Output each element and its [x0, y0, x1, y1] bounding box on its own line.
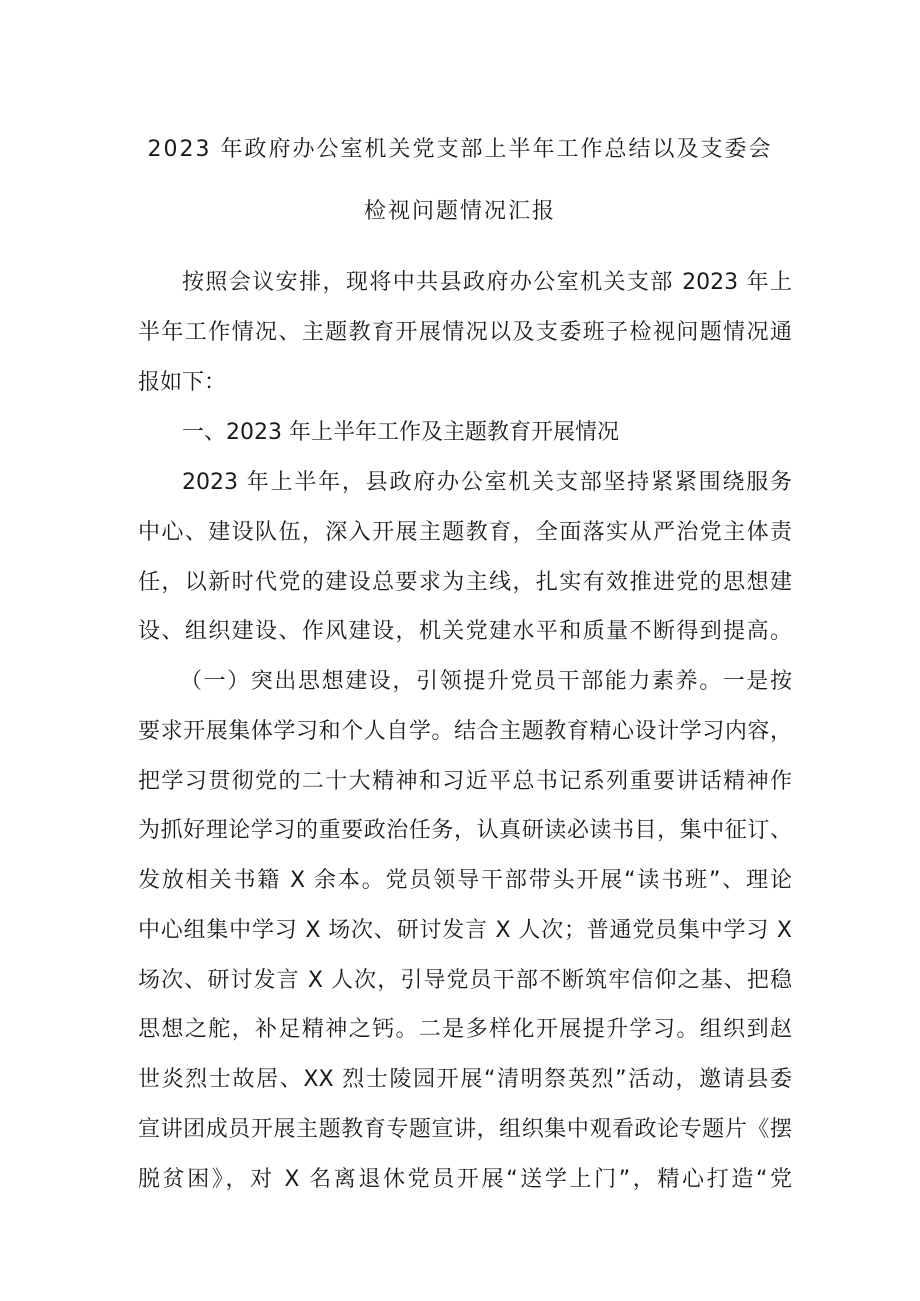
document-title-line-2: 检视问题情况汇报	[363, 199, 556, 224]
body-line-7: 任，以新时代党的建设总要求为主线，扎实有效推进党的思想建	[138, 570, 792, 595]
body-line-10: 要求开展集体学习和个人自学。结合主题教育精心设计学习内容，	[138, 719, 792, 744]
body-line-14: 中心组集中学习 X 场次、研讨发言 X 人次；普通党员集中学习 X	[138, 918, 792, 943]
body-line-15: 场次、研讨发言 X 人次，引导党员干部不断筑牢信仰之基、把稳	[138, 968, 792, 993]
body-line-17: 世炎烈士故居、XX 烈士陵园开展“清明祭英烈”活动，邀请县委	[138, 1067, 792, 1092]
section-heading-1: 一、2023 年上半年工作及主题教育开展情况	[182, 420, 619, 445]
body-line-12: 为抓好理论学习的重要政治任务，认真研读必读书目，集中征订、	[138, 818, 792, 843]
body-line-2: 半年工作情况、主题教育开展情况以及支委班子检视问题情况通	[138, 320, 792, 345]
body-line-1: 按照会议安排，现将中共县政府办公室机关支部 2023 年上	[182, 270, 792, 295]
body-line-8: 设、组织建设、作风建设，机关党建水平和质量不断得到提高。	[138, 619, 792, 644]
document-title-line-1: 2023 年政府办公室机关党支部上半年工作总结以及支委会	[147, 137, 773, 162]
subsection-line-1: （一）突出思想建设，引领提升党员干部能力素养。一是按	[180, 669, 792, 694]
body-line-3: 报如下：	[138, 370, 227, 395]
body-line-16: 思想之舵，补足精神之钙。二是多样化开展提升学习。组织到赵	[138, 1017, 792, 1042]
body-line-5: 2023 年上半年，县政府办公室机关支部坚持紧紧围绕服务	[182, 470, 792, 495]
body-line-19: 脱贫困》，对 X 名离退休党员开展“送学上门”，精心打造“党	[138, 1167, 792, 1192]
body-line-11: 把学习贯彻党的二十大精神和习近平总书记系列重要讲话精神作	[138, 769, 792, 794]
body-line-18: 宣讲团成员开展主题教育专题宣讲，组织集中观看政论专题片《摆	[138, 1117, 792, 1142]
body-line-13: 发放相关书籍 X 余本。党员领导干部带头开展“读书班”、理论	[138, 868, 792, 893]
body-line-6: 中心、建设队伍，深入开展主题教育，全面落实从严治党主体责	[138, 520, 792, 545]
